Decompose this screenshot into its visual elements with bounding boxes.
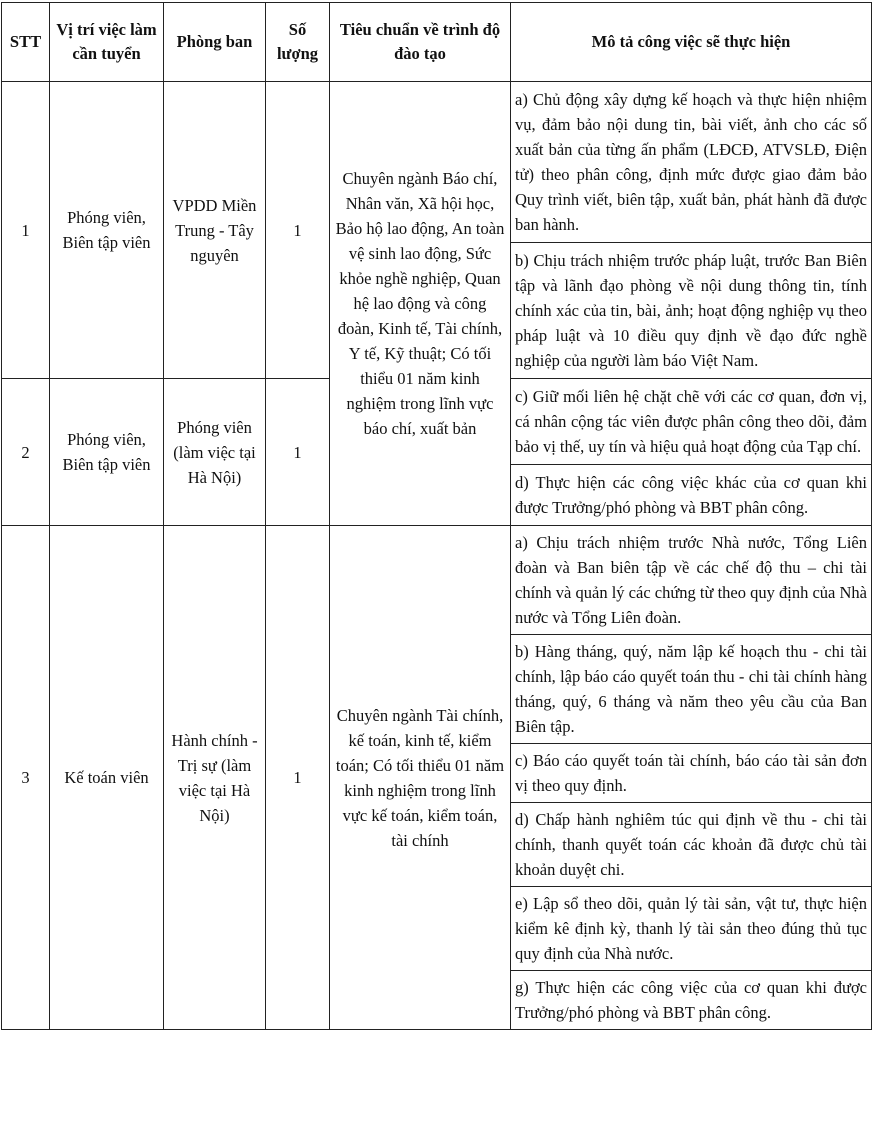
job-description-item: b) Hàng tháng, quý, năm lập kế hoạch thu - chi tài chính, lập báo cáo quyết toán thu - chi tài chính hàng tháng, quý, 6 tháng và năm theo yêu cầu của Ban Biên tập. bbox=[511, 635, 872, 744]
job-description-item: a) Chủ động xây dựng kế hoạch và thực hiện nhiệm vụ, đảm bảo nội dung tin, bài viết, ảnh cho các số xuất bản của từng ấn phẩm (LĐCĐ, ATVSLĐ, Điện tử) theo phân công, định mức được giao đảm bảo Quy trình viết, biên tập, xuất bản, phát hành đã được ban hành. bbox=[511, 82, 872, 243]
row-position: Phóng viên, Biên tập viên bbox=[50, 82, 164, 379]
job-description-item: g) Thực hiện các công việc của cơ quan khi được Trưởng/phó phòng và BBT phân công. bbox=[511, 971, 872, 1030]
row-department: Phóng viên (làm việc tại Hà Nội) bbox=[164, 379, 266, 526]
job-description-item: b) Chịu trách nhiệm trước pháp luật, trước Ban Biên tập và lãnh đạo phòng về nội dung thông tin, tính chính xác của tin, bài, ảnh; hoạt động nghiệp vụ theo pháp luật và 10 điều quy định về đạo đức nghề nghiệp của người làm báo Việt Nam. bbox=[511, 243, 872, 379]
job-description-item: d) Chấp hành nghiêm túc qui định về thu - chi tài chính, thanh quyết toán các khoản đã được chủ tài khoản duyệt chi. bbox=[511, 803, 872, 887]
row-department: Hành chính - Trị sự (làm việc tại Hà Nội) bbox=[164, 526, 266, 1030]
row-quantity: 1 bbox=[266, 379, 330, 526]
row-quantity: 1 bbox=[266, 82, 330, 379]
header-position: Vị trí việc làm cần tuyển bbox=[50, 3, 164, 82]
row-quantity: 1 bbox=[266, 526, 330, 1030]
header-description: Mô tả công việc sẽ thực hiện bbox=[511, 3, 872, 82]
job-description-item: d) Thực hiện các công việc khác của cơ quan khi được Trưởng/phó phòng và BBT phân công. bbox=[511, 465, 872, 526]
job-description-item: e) Lập sổ theo dõi, quản lý tài sản, vật tư, thực hiện kiểm kê định kỳ, thanh lý tài sản theo đúng thủ tục quy định của Nhà nước. bbox=[511, 887, 872, 971]
job-description-item: c) Giữ mối liên hệ chặt chẽ với các cơ quan, đơn vị, cá nhân cộng tác viên được phân công theo dõi, đảm bảo vị thế, uy tín và hiệu quả hoạt động của Tạp chí. bbox=[511, 379, 872, 465]
row-stt: 3 bbox=[2, 526, 50, 1030]
row-qualification: Chuyên ngành Báo chí, Nhân văn, Xã hội học, Bảo hộ lao động, An toàn vệ sinh lao động, Sức khỏe nghề nghiệp, Quan hệ lao động và công đoàn, Kinh tế, Tài chính, Y tế, Kỹ thuật; Có tối thiểu 01 năm kinh nghiệm trong lĩnh vực báo chí, xuất bản bbox=[330, 82, 511, 526]
row-stt: 1 bbox=[2, 82, 50, 379]
header-department: Phòng ban bbox=[164, 3, 266, 82]
recruitment-table bbox=[1, 2, 872, 1030]
job-description-item: a) Chịu trách nhiệm trước Nhà nước, Tổng Liên đoàn và Ban biên tập về các chế độ thu – chi tài chính và quản lý các chứng từ theo quy định của Nhà nước và Tổng Liên đoàn. bbox=[511, 526, 872, 635]
row-position: Kế toán viên bbox=[50, 526, 164, 1030]
header-quantity: Số lượng bbox=[266, 3, 330, 82]
job-description-item: c) Báo cáo quyết toán tài chính, báo cáo tài sản đơn vị theo quy định. bbox=[511, 744, 872, 803]
header-stt: STT bbox=[2, 3, 50, 82]
table-row bbox=[2, 82, 872, 243]
row-department: VPDD Miền Trung - Tây nguyên bbox=[164, 82, 266, 379]
row-stt: 2 bbox=[2, 379, 50, 526]
header-row bbox=[2, 3, 872, 82]
row-position: Phóng viên, Biên tập viên bbox=[50, 379, 164, 526]
table-row bbox=[2, 526, 872, 635]
header-qualification: Tiêu chuẩn về trình độ đào tạo bbox=[330, 3, 511, 82]
row-qualification: Chuyên ngành Tài chính, kế toán, kinh tế, kiểm toán; Có tối thiểu 01 năm kinh nghiệm trong lĩnh vực kế toán, kiểm toán, tài chính bbox=[330, 526, 511, 1030]
